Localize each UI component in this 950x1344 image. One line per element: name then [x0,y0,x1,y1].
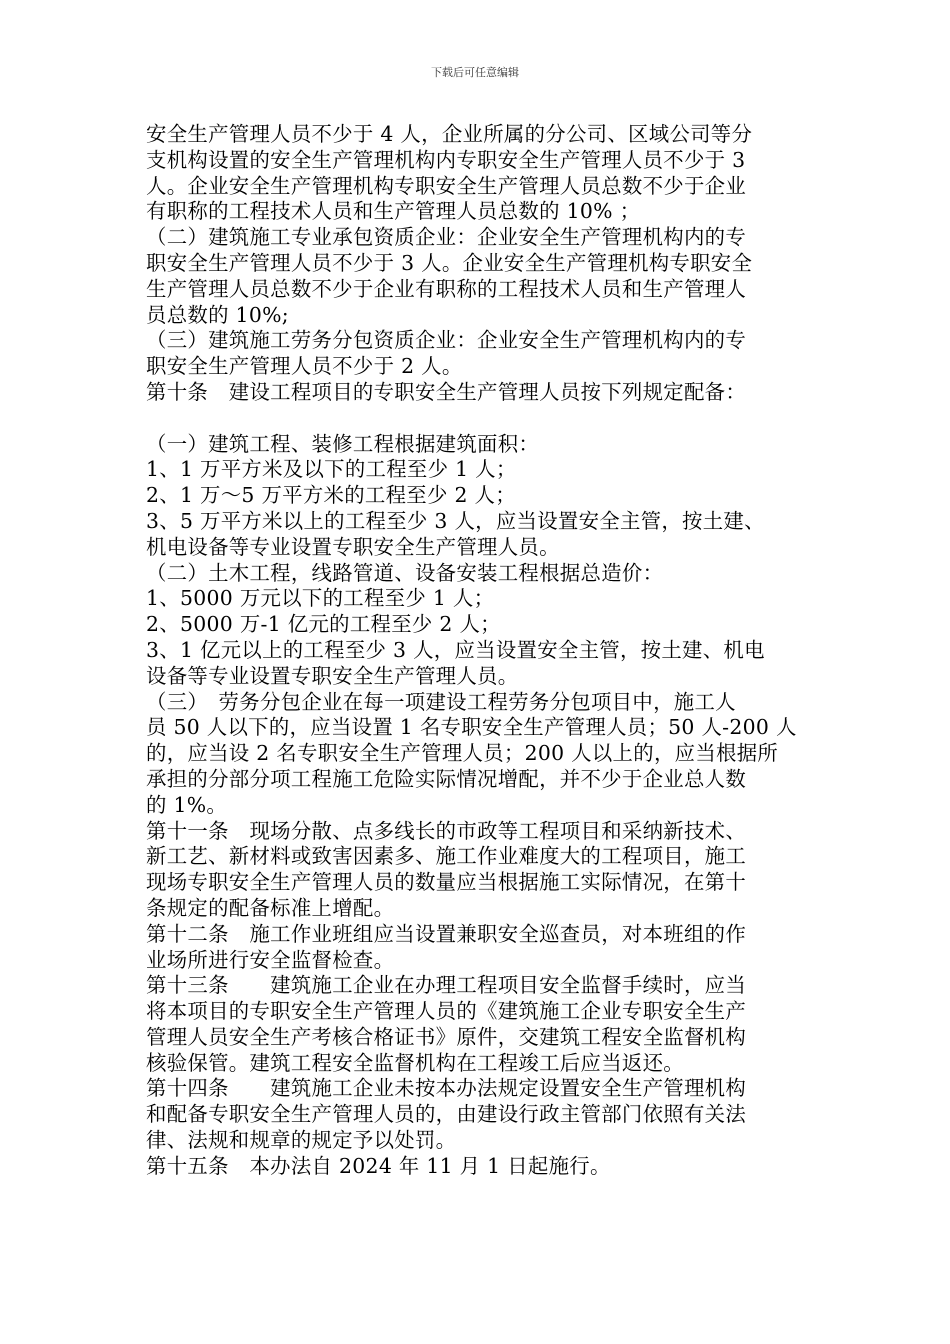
text-line: 律、法规和规章的规定予以处罚。 [146,1128,457,1153]
text-line: 员总数的 10%; [146,302,289,327]
text-line: 将本项目的专职安全生产管理人员的《建筑施工企业专职安全生产 [146,999,747,1024]
text-line: 设备等专业设置专职安全生产管理人员。 [146,663,519,688]
text-line: 生产管理人员总数不少于企业有职称的工程技术人员和生产管理人 [146,276,747,301]
text-line: 职安全生产管理人员不少于 3 人。企业安全生产管理机构专职安全 [146,250,753,275]
document-body [146,122,810,1180]
text-line: 的，应当设 2 名专职安全生产管理人员；200 人以上的，应当根据所 [146,741,779,766]
text-line: 有职称的工程技术人员和生产管理人员总数的 10% ； [146,199,641,224]
article-13-heading: 第十三条 建筑施工企业在办理工程项目安全监督手续时，应当 [146,973,747,998]
text-line: 1、1 万平方米及以下的工程至少 1 人； [146,457,517,482]
text-line: 职安全生产管理人员不少于 2 人。 [146,354,463,379]
article-15-heading: 第十五条 本办法自 2024 年 11 月 1 日起施行。 [146,1153,611,1178]
text-line: （二）土木工程，线路管道、设备安装工程根据总造价： [146,560,664,585]
text-line: 安全生产管理人员不少于 4 人，企业所属的分公司、区域公司等分 [146,122,753,146]
article-12-heading: 第十二条 施工作业班组应当设置兼职安全巡查员，对本班组的作 [146,921,747,946]
text-line: （二）建筑施工专业承包资质企业：企业安全生产管理机构内的专 [146,225,747,250]
text-line: 核验保管。建筑工程安全监督机构在工程竣工后应当返还。 [146,1050,684,1075]
text-line: （一）建筑工程、装修工程根据建筑面积： [146,431,540,456]
text-line: 支机构设置的安全生产管理机构内专职安全生产管理人员不少于 3 [146,147,746,172]
text-line: 2、5000 万-1 亿元的工程至少 2 人； [146,612,501,637]
text-line: 条规定的配备标准上增配。 [146,895,395,920]
text-line: 2、1 万～5 万平方米的工程至少 2 人； [146,483,516,508]
article-11-heading: 第十一条 现场分散、点多线长的市政等工程项目和采纳新技术、 [146,818,747,843]
text-line: 和配备专职安全生产管理人员的，由建设行政主管部门依照有关法 [146,1102,747,1127]
text-line: 管理人员安全生产考核合格证书》原件，交建筑工程安全监督机构 [146,1024,747,1049]
article-14-heading: 第十四条 建筑施工企业未按本办法规定设置安全生产管理机构 [146,1076,747,1101]
text-line: 的 1%。 [146,792,228,817]
text-line: 现场专职安全生产管理人员的数量应当根据施工实际情况，在第十 [146,870,747,895]
text-line: 承担的分部分项工程施工危险实际情况增配，并不少于企业总人数 [146,766,747,791]
text-line: 1、5000 万元以下的工程至少 1 人； [146,586,495,611]
text-line: 员 50 人以下的，应当设置 1 名专职安全生产管理人员；50 人-200 人 [146,715,797,740]
text-line: 人。企业安全生产管理机构专职安全生产管理人员总数不少于企业 [146,173,747,198]
text-line: （三） 劳务分包企业在每一项建设工程劳务分包项目中，施工人 [146,689,736,714]
page-header-note: 下载后可任意编辑 [431,66,519,79]
text-line: 3、1 亿元以上的工程至少 3 人，应当设置安全主管，按土建、机电 [146,637,765,662]
article-10-heading: 第十条 建设工程项目的专职安全生产管理人员按下列规定配备： [146,379,747,404]
blank-line [146,406,810,432]
text-line: 新工艺、新材料或致害因素多、施工作业难度大的工程项目，施工 [146,844,747,869]
text-line: （三）建筑施工劳务分包资质企业：企业安全生产管理机构内的专 [146,328,747,353]
text-line: 业场所进行安全监督检查。 [146,947,395,972]
text-line: 机电设备等专业设置专职安全生产管理人员。 [146,534,560,559]
text-line: 3、5 万平方米以上的工程至少 3 人，应当设置安全主管，按土建、 [146,508,765,533]
